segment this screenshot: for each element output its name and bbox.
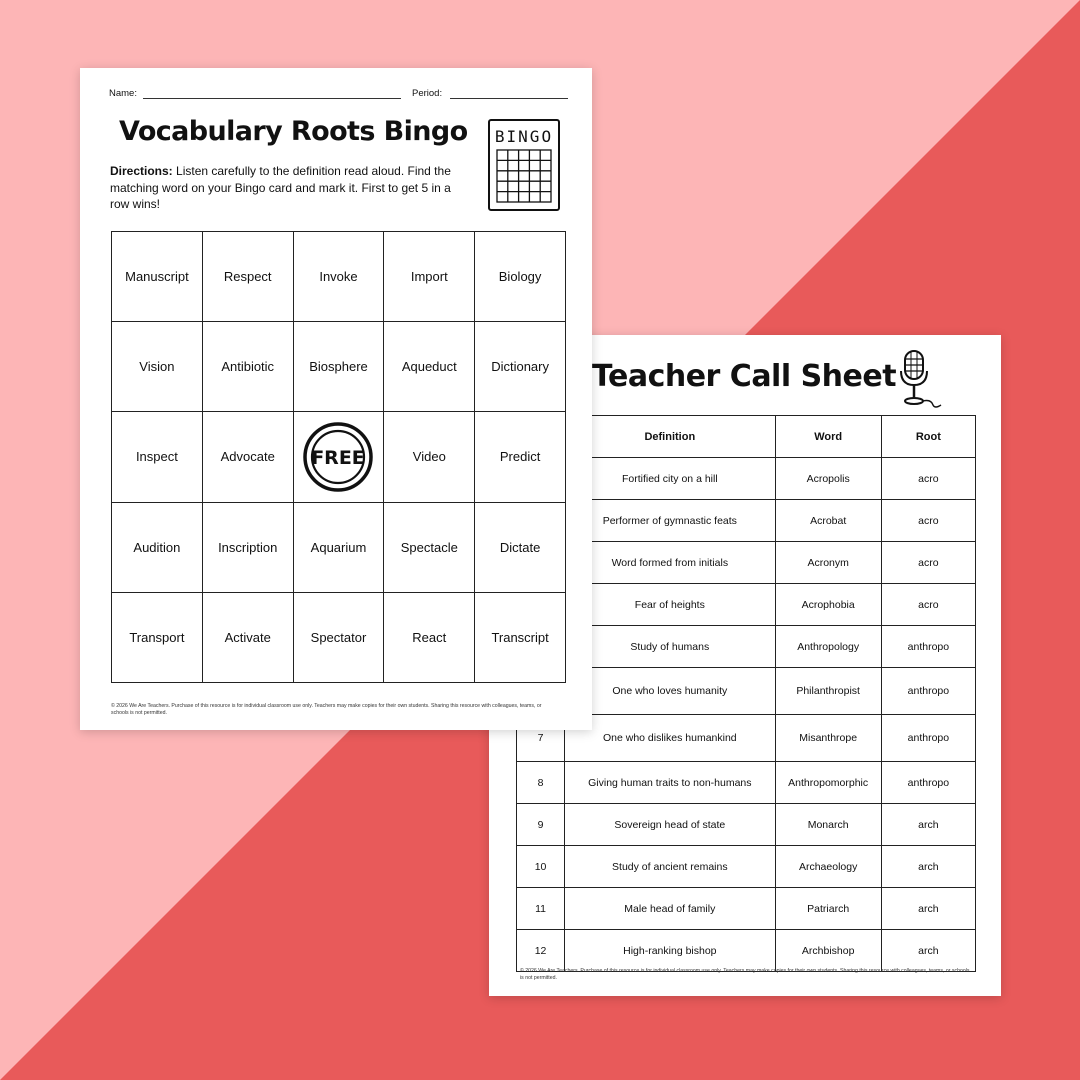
bingo-cell[interactable]: Inspect xyxy=(112,412,203,502)
bingo-cell[interactable]: Transport xyxy=(112,592,203,682)
row-root: anthropo xyxy=(881,715,975,762)
row-word: Philanthropist xyxy=(775,668,881,715)
name-label: Name: xyxy=(109,88,137,99)
row-number: 12 xyxy=(517,930,565,972)
row-definition: Performer of gymnastic feats xyxy=(565,500,775,542)
row-number: 10 xyxy=(517,846,565,888)
row-definition: Male head of family xyxy=(565,888,775,930)
bingo-sheet-footer: © 2026 We Are Teachers. Purchase of this resource is for individual classroom use only. Teachers may make copies for their own students. Sharing this resource with colleagues, teams, or schools is not permitted. xyxy=(111,703,542,716)
bingo-row xyxy=(112,412,566,502)
bingo-row xyxy=(112,592,566,682)
bingo-cell[interactable]: Biosphere xyxy=(293,322,384,412)
call-table-row xyxy=(517,930,976,972)
call-sheet-footer: © 2026 We Are Teachers. Purchase of this resource is for individual classroom use only. Teachers may make copies for their own students. Sharing this resource with colleagues, teams, or schools is not permitted. xyxy=(520,968,970,981)
bingo-cell[interactable]: Respect xyxy=(202,232,293,322)
row-root: arch xyxy=(881,846,975,888)
bingo-cell[interactable]: Import xyxy=(384,232,475,322)
row-word: Anthropomorphic xyxy=(775,762,881,804)
bingo-row xyxy=(112,502,566,592)
row-root: arch xyxy=(881,888,975,930)
row-word: Monarch xyxy=(775,804,881,846)
free-label: FREE xyxy=(311,446,366,469)
row-root: acro xyxy=(881,542,975,584)
row-definition: Word formed from initials xyxy=(565,542,775,584)
directions xyxy=(110,163,470,213)
bingo-card-icon xyxy=(487,118,561,212)
row-word: Archbishop xyxy=(775,930,881,972)
row-definition: High-ranking bishop xyxy=(565,930,775,972)
bingo-cell[interactable]: Video xyxy=(384,412,475,502)
row-word: Acrophobia xyxy=(775,584,881,626)
row-word: Acrobat xyxy=(775,500,881,542)
row-root: arch xyxy=(881,930,975,972)
bingo-cell[interactable]: Activate xyxy=(202,592,293,682)
row-root: acro xyxy=(881,500,975,542)
bingo-cell[interactable]: Advocate xyxy=(202,412,293,502)
row-definition: Sovereign head of state xyxy=(565,804,775,846)
row-definition: Giving human traits to non-humans xyxy=(565,762,775,804)
row-number: 11 xyxy=(517,888,565,930)
bingo-cell[interactable]: Dictate xyxy=(475,502,566,592)
call-table-row xyxy=(517,846,976,888)
bingo-cell[interactable]: Transcript xyxy=(475,592,566,682)
call-table-row xyxy=(517,804,976,846)
bingo-cell[interactable]: Aquarium xyxy=(293,502,384,592)
call-table-row xyxy=(517,762,976,804)
bingo-sheet xyxy=(80,68,592,730)
directions-label: Directions: xyxy=(110,164,173,178)
call-sheet-title: Teacher Call Sheet xyxy=(592,359,897,394)
period-line xyxy=(450,98,568,99)
bingo-free-cell[interactable] xyxy=(293,412,384,502)
bingo-row xyxy=(112,232,566,322)
row-word: Acropolis xyxy=(775,458,881,500)
bingo-cell[interactable]: Vision xyxy=(112,322,203,412)
row-definition: Fortified city on a hill xyxy=(565,458,775,500)
row-root: acro xyxy=(881,458,975,500)
row-number: 9 xyxy=(517,804,565,846)
row-definition: One who dislikes humankind xyxy=(565,715,775,762)
row-root: arch xyxy=(881,804,975,846)
bingo-cell[interactable]: Manuscript xyxy=(112,232,203,322)
row-word: Anthropology xyxy=(775,626,881,668)
row-definition: Fear of heights xyxy=(565,584,775,626)
row-word: Misanthrope xyxy=(775,715,881,762)
bingo-cell[interactable]: Spectacle xyxy=(384,502,475,592)
row-number: 7 xyxy=(517,715,565,762)
bingo-card-icon-text: BINGO xyxy=(494,127,554,146)
bingo-cell[interactable]: Spectator xyxy=(293,592,384,682)
header-word: Word xyxy=(775,416,881,458)
row-word: Patriarch xyxy=(775,888,881,930)
bingo-cell[interactable]: Predict xyxy=(475,412,566,502)
row-definition: One who loves humanity xyxy=(565,668,775,715)
bingo-cell[interactable]: Audition xyxy=(112,502,203,592)
row-definition: Study of ancient remains xyxy=(565,846,775,888)
row-root: anthropo xyxy=(881,626,975,668)
name-line xyxy=(143,98,401,99)
period-label: Period: xyxy=(412,88,443,99)
bingo-cell[interactable]: Antibiotic xyxy=(202,322,293,412)
row-word: Acronym xyxy=(775,542,881,584)
bingo-row xyxy=(112,322,566,412)
bingo-cell[interactable]: Biology xyxy=(475,232,566,322)
bingo-cell[interactable]: React xyxy=(384,592,475,682)
row-root: anthropo xyxy=(881,668,975,715)
bingo-cell[interactable]: Inscription xyxy=(202,502,293,592)
row-number: 8 xyxy=(517,762,565,804)
bingo-cell[interactable]: Dictionary xyxy=(475,322,566,412)
bingo-grid xyxy=(111,231,566,683)
call-table-row xyxy=(517,888,976,930)
row-root: acro xyxy=(881,584,975,626)
header-definition: Definition xyxy=(565,416,775,458)
free-badge-icon xyxy=(302,421,374,493)
header-root: Root xyxy=(881,416,975,458)
row-definition: Study of humans xyxy=(565,626,775,668)
row-root: anthropo xyxy=(881,762,975,804)
bingo-title: Vocabulary Roots Bingo xyxy=(119,116,468,147)
row-word: Archaeology xyxy=(775,846,881,888)
bingo-cell[interactable]: Aqueduct xyxy=(384,322,475,412)
directions-text: Listen carefully to the definition read aloud. Find the matching word on your Bingo card and mark it. First to get 5 in a row wins! xyxy=(110,164,451,211)
microphone-icon xyxy=(893,349,943,409)
bingo-cell[interactable]: Invoke xyxy=(293,232,384,322)
